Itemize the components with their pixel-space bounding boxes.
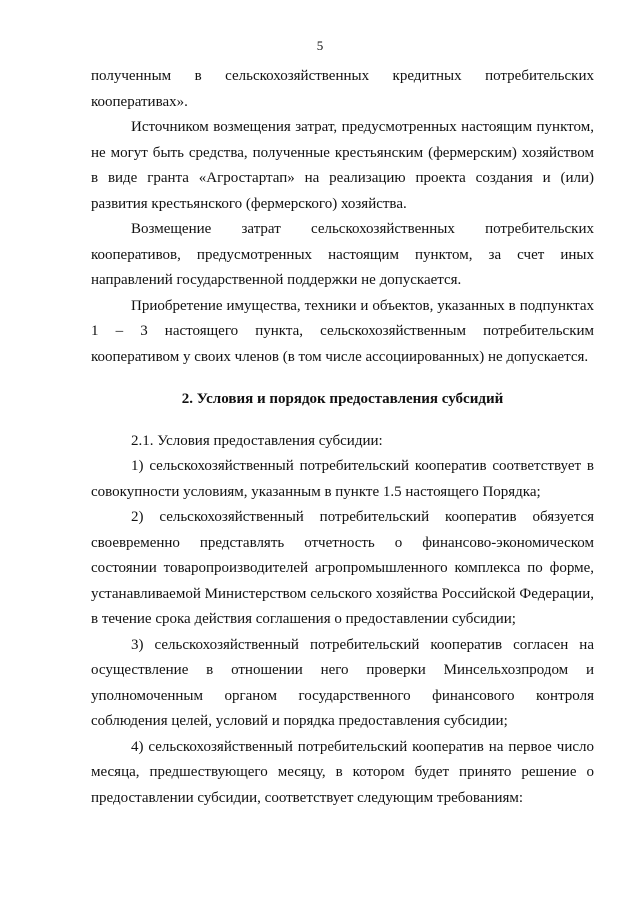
paragraph-condition-1: 1) сельскохозяйственный потребительский кооператив соответствует в совокупности условиям, указанным в пункте 1.5 настоящего Порядка; <box>91 458 594 500</box>
paragraph-condition-2: 2) сельскохозяйственный потребительский кооператив обязуется своевременно представлять отчетность о финансово-экономическом состоянии товаропроизводителей агропромышленного комплекса по форме, устанавливаемой Министерством сельского хозяйства Российской Федерации, в течение срока действия соглашения о предоставлении субсидии; <box>91 509 594 627</box>
paragraph-condition-3: 3) сельскохозяйственный потребительский кооператив согласен на осуществление в отношении него проверки Минсельхозпродом и уполномоченным органом государственного финансового контроля соблюдения целей, условий и порядка предоставления субсидии; <box>91 636 594 729</box>
paragraph-condition-4: 4) сельскохозяйственный потребительский кооператив на первое число месяца, предшествующего месяцу, в котором будет принято решение о предоставлении субсидии, соответствует следующим требованиям: <box>91 738 594 806</box>
paragraph-reimbursement: Возмещение затрат сельскохозяйственных потребительских кооперативов, предусмотренных настоящим пунктом, за счет иных направлений государственной поддержки не допускается. <box>91 221 594 288</box>
page-number: 5 <box>316 38 324 53</box>
paragraph-acquisition: Приобретение имущества, техники и объектов, указанных в подпунктах 1 – 3 настоящего пункта, сельскохозяйственным потребительским кооперативом у своих членов (в том числе ассоциированных) не допускается. <box>91 297 594 365</box>
document-body <box>91 64 594 811</box>
paragraph-conditions-intro: 2.1. Условия предоставления субсидии: <box>131 432 383 449</box>
paragraph-cost-source: Источником возмещения затрат, предусмотренных настоящим пунктом, не могут быть средства, полученные крестьянским (фермерским) хозяйством в виде гранта «Агростартап» на реализацию проекта создания и (или) развития крестьянского (фермерского) хозяйства. <box>91 119 594 212</box>
paragraph-continuation: полученным в сельскохозяйственных кредитных потребительских кооперативах». <box>91 68 594 110</box>
section-heading: 2. Условия и порядок предоставления субсидий <box>181 391 504 407</box>
